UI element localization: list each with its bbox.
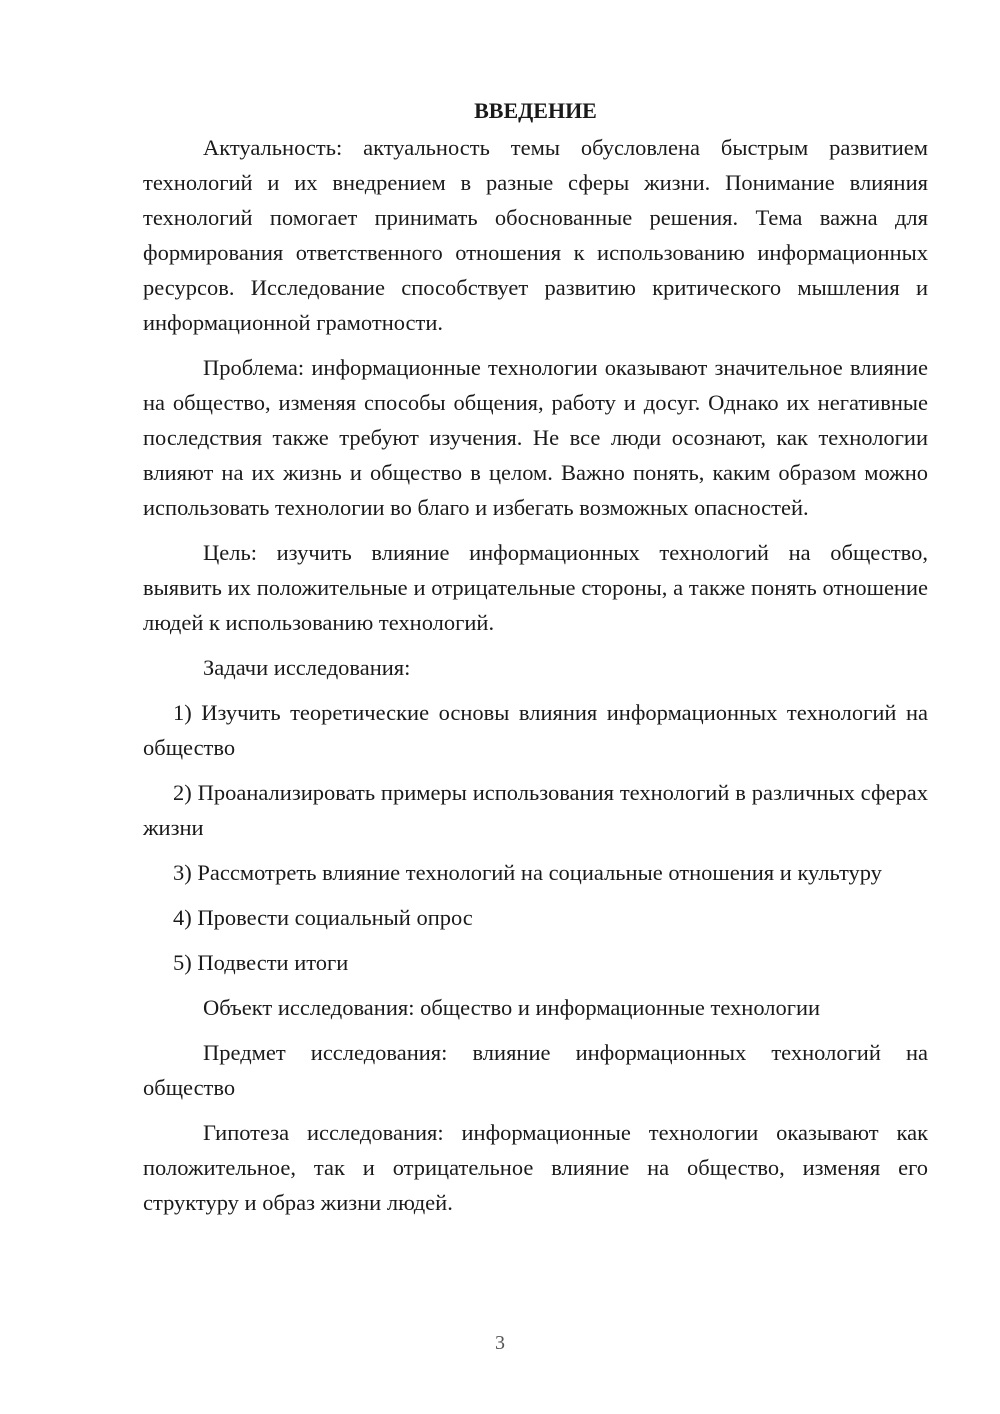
task-item-1: 1) Изучить теоретические основы влияния информационных технологий на общество [143, 700, 928, 760]
tasks-heading: Задачи исследования: [203, 655, 411, 680]
task-item-3: 3) Рассмотреть влияние технологий на социальные отношения и культуру [173, 860, 882, 885]
section-title: ВВЕДЕНИЕ [474, 98, 597, 123]
subject-paragraph: Предмет исследования: влияние информационных технологий на общество [143, 1040, 928, 1100]
page-number: 3 [495, 1332, 505, 1354]
document-page [143, 92, 928, 1230]
task-item-4: 4) Провести социальный опрос [173, 905, 473, 930]
object-paragraph: Объект исследования: общество и информационные технологии [203, 995, 821, 1020]
goal-paragraph: Цель: изучить влияние информационных технологий на общество, выявить их положительные и отрицательные стороны, а также понять отношение людей к использованию технологий. [143, 540, 928, 635]
relevance-paragraph: Актуальность: актуальность темы обусловлена быстрым развитием технологий и их внедрением в разные сферы жизни. Понимание влияния технологий помогает принимать обоснованные решения. Тема важна для формирования ответственного отношения к использованию информационных ресурсов. Исследование способствует развитию критического мышления и информационной грамотности. [143, 135, 928, 335]
problem-paragraph: Проблема: информационные технологии оказывают значительное влияние на общество, изменяя способы общения, работу и досуг. Однако их негативные последствия также требуют изучения. Не все люди осознают, как технологии влияют на их жизнь и общество в целом. Важно понять, каким образом можно использовать технологии во благо и избегать возможных опасностей. [143, 355, 928, 520]
task-item-5: 5) Подвести итоги [173, 950, 349, 975]
hypothesis-paragraph: Гипотеза исследования: информационные технологии оказывают как положительное, так и отрицательное влияние на общество, изменяя его структуру и образ жизни людей. [143, 1120, 928, 1215]
task-item-2: 2) Проанализировать примеры использования технологий в различных сферах жизни [143, 780, 928, 840]
